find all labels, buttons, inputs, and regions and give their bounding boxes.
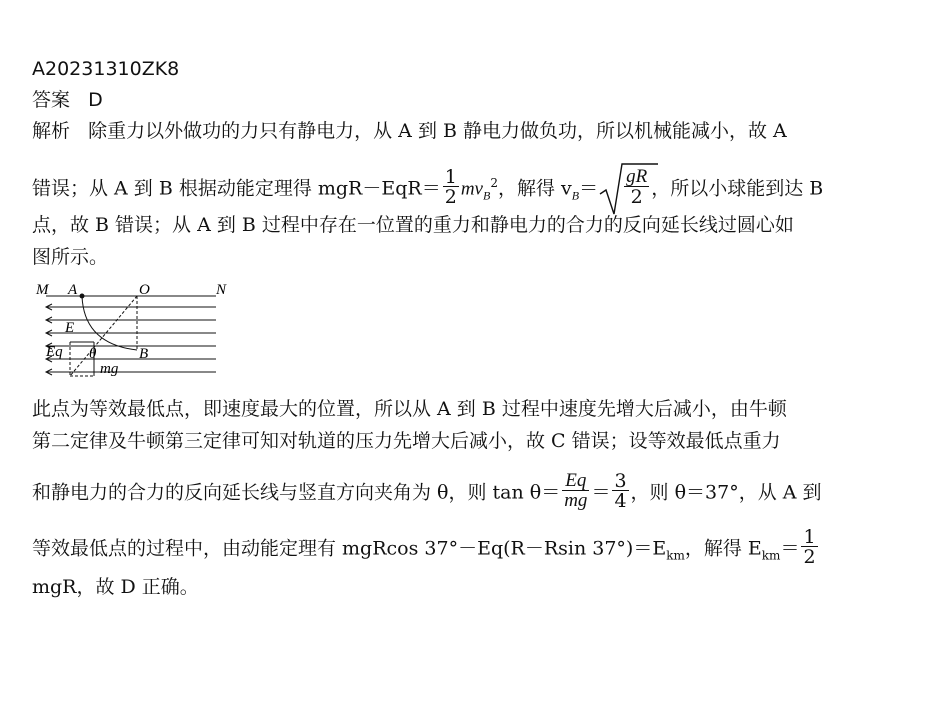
label-eq: Eq [46, 344, 63, 360]
sqrt-num: gR [626, 166, 648, 187]
problem-code: A20231310ZK8 [32, 58, 180, 80]
sqrt-den: 2 [630, 186, 643, 208]
analysis-line-9: mgR，故 D 正确。 [32, 576, 199, 598]
answer-line [32, 87, 103, 113]
text-7eq: ＝ [591, 481, 611, 504]
analysis-line-4: 图所示。 [32, 246, 109, 268]
analysis-line-8 [32, 526, 820, 569]
sub-km-1: km [666, 548, 685, 563]
field-lines [46, 304, 216, 375]
label-mg: mg [100, 361, 119, 377]
text-7b: ，则 θ＝37°，从 A 到 [630, 481, 822, 504]
fraction-half-2 [801, 528, 817, 567]
sub-km-2: km [761, 548, 781, 563]
label-n: N [216, 282, 227, 298]
analysis-text-1: 除重力以外做功的力只有静电力，从 A 到 B 静电力做负功，所以机械能减小，故 A [88, 120, 787, 142]
physics-diagram [32, 282, 232, 388]
text-mv: mv [460, 178, 483, 200]
text-2c: ，解得 v [497, 177, 572, 200]
analysis-line-6: 第二定律及牛顿第三定律可知对轨道的压力先增大后减小，故 C 错误；设等效最低点重力 [32, 430, 781, 452]
frac-mg: mg [564, 490, 588, 511]
analysis-line-5: 此点为等效最低点，即速度最大的位置，所以从 A 到 B 过程中速度先增大后减小，由牛顿 [32, 398, 787, 420]
frac-3: 3 [614, 470, 627, 492]
fraction-eq-mg [562, 472, 589, 511]
label-m: M [36, 282, 49, 298]
text-eq: ＝ [579, 177, 599, 200]
frac-eq: Eq [562, 472, 589, 491]
analysis-line-1 [32, 118, 787, 144]
label-a: A [68, 282, 78, 298]
text-8b: ，解得 E [684, 537, 762, 560]
sup-2: 2 [490, 176, 498, 191]
frac-2: 2 [803, 546, 816, 568]
label-o: O [139, 282, 150, 298]
analysis-label: 解析 [32, 120, 71, 142]
sub-vb: B [571, 188, 580, 203]
fraction-3-4 [612, 472, 628, 511]
fraction-half [443, 168, 459, 207]
text-8c: ＝ [780, 537, 800, 560]
text-7a: 和静电力的合力的反向延长线与竖直方向夹角为 θ，则 tan θ＝ [32, 481, 561, 504]
sqrt-fraction [624, 168, 649, 207]
sqrt-expression [598, 166, 651, 209]
answer-value: D [88, 89, 103, 111]
label-theta: θ [89, 346, 97, 362]
analysis-line-2 [32, 166, 824, 209]
frac-1: 1 [803, 526, 816, 548]
frac-den: 2 [444, 186, 457, 208]
text-2d: ，所以小球能到达 B [651, 177, 824, 200]
sub-b: B [482, 188, 491, 203]
label-e: E [65, 320, 75, 336]
text-8a: 等效最低点的过程中，由动能定理有 mgRcos 37°－Eq(R－Rsin 37°)＝E [32, 537, 667, 560]
frac-num: 1 [444, 166, 457, 188]
frac-4: 4 [614, 490, 627, 512]
label-b: B [139, 346, 149, 362]
analysis-line-7 [32, 470, 822, 513]
point-a [80, 294, 85, 299]
text-2a: 错误；从 A 到 B 根据动能定理得 mgR－EqR＝ [32, 177, 441, 200]
analysis-line-3: 点，故 B 错误；从 A 到 B 过程中存在一位置的重力和静电力的合力的反向延长线过圆心如 [32, 214, 794, 236]
answer-label: 答案 [32, 89, 71, 111]
